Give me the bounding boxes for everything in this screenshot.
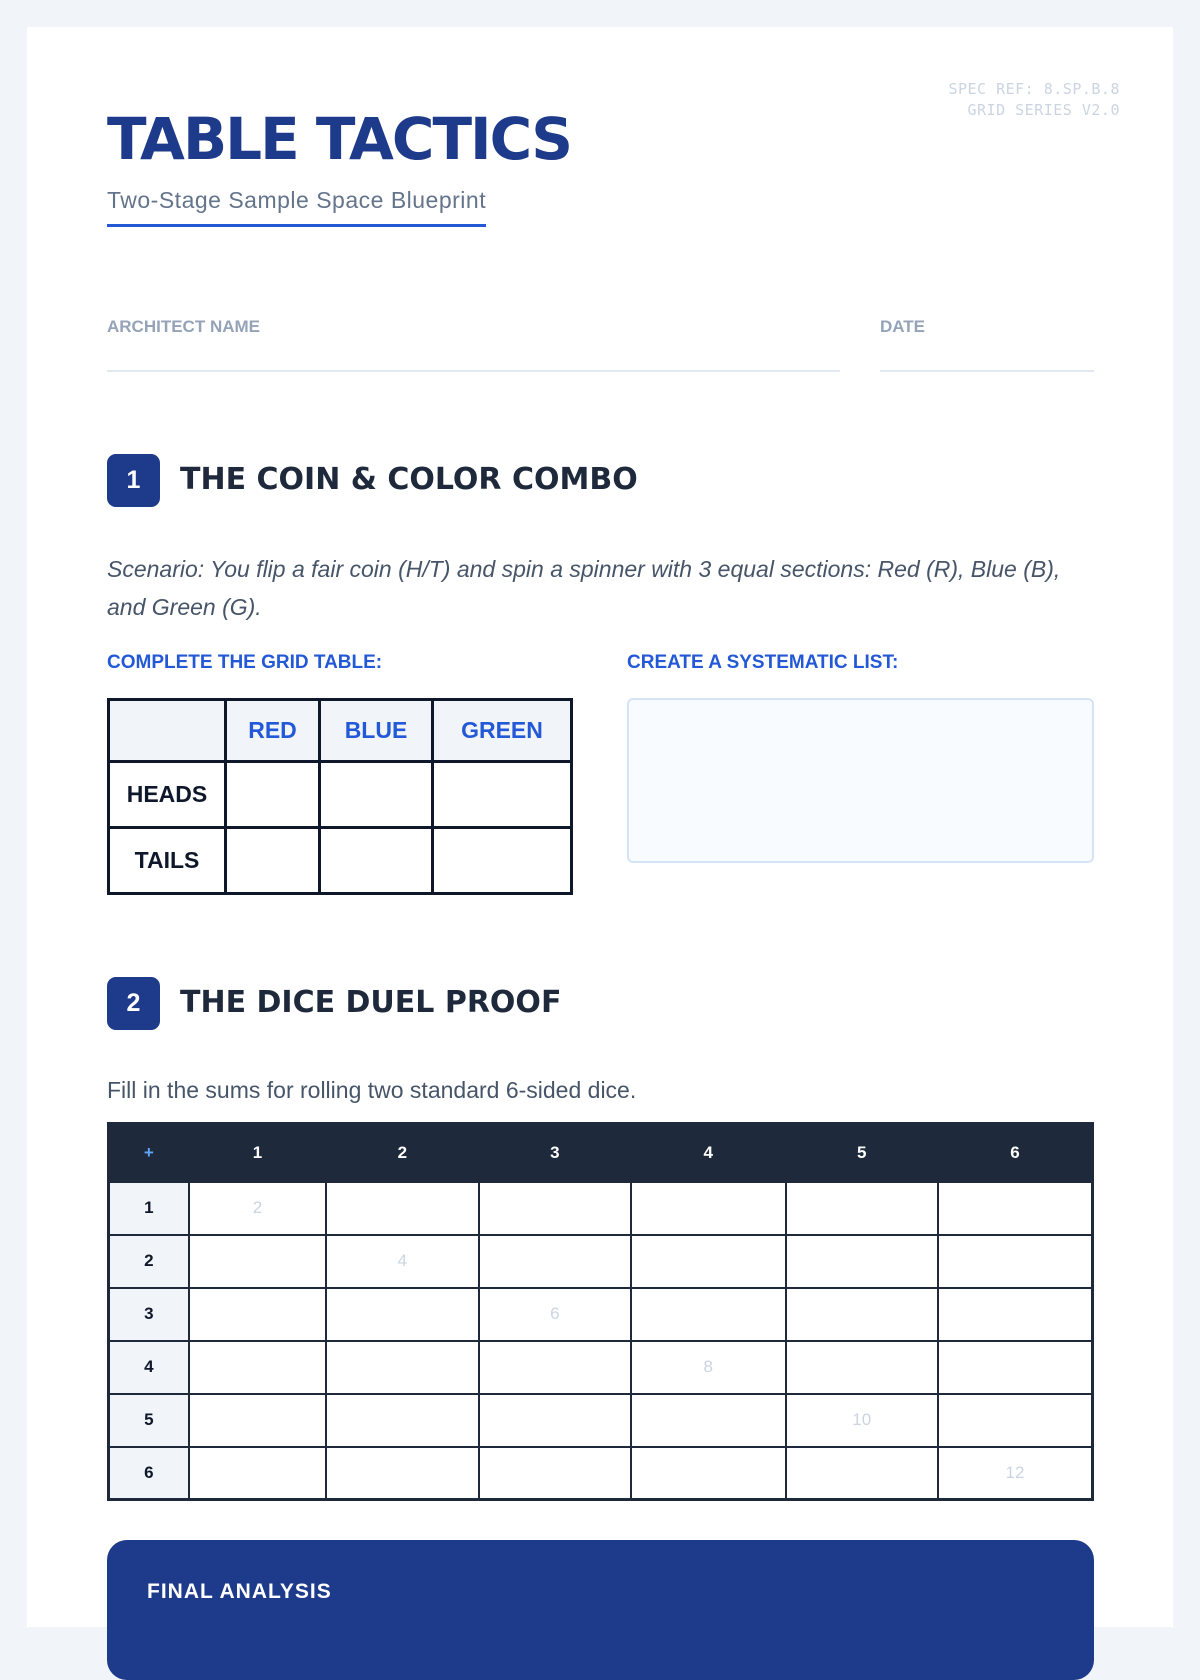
spec-reference — [948, 79, 1120, 121]
dice-sum-cell[interactable] — [479, 1394, 631, 1447]
dice-row-header: 2 — [109, 1235, 189, 1288]
grid-header-red: RED — [226, 700, 320, 762]
section-1-scenario: Scenario: You flip a fair coin (H/T) and spin a spinner with 3 equal sections: Red (R), Blue (B), and Green (G). — [107, 556, 1061, 620]
spec-ref-line: SPEC REF: 8.SP.B.8 — [948, 80, 1120, 98]
page-subtitle: Two-Stage Sample Space Blueprint — [107, 187, 486, 227]
dice-sum-cell[interactable]: 4 — [326, 1235, 478, 1288]
grid-row-heads: HEADS — [109, 762, 226, 828]
dice-column-header: 6 — [938, 1124, 1093, 1182]
dice-sum-cell[interactable] — [786, 1447, 938, 1500]
architect-name-label: ARCHITECT NAME — [107, 317, 260, 336]
architect-name-field[interactable] — [107, 370, 840, 372]
dice-sum-cell[interactable] — [189, 1394, 326, 1447]
dice-sum-cell[interactable]: 8 — [631, 1341, 785, 1394]
dice-sum-cell[interactable] — [326, 1341, 478, 1394]
grid-corner-cell — [109, 700, 226, 762]
dice-row-header: 4 — [109, 1341, 189, 1394]
worksheet — [27, 27, 1173, 1627]
dice-column-header: 4 — [631, 1124, 785, 1182]
dice-sum-cell[interactable] — [326, 1182, 478, 1235]
dice-row — [109, 1394, 1093, 1447]
dice-row-header: 5 — [109, 1394, 189, 1447]
grid-header-green: GREEN — [433, 700, 572, 762]
dice-sum-cell[interactable]: 10 — [786, 1394, 938, 1447]
dice-row-header: 3 — [109, 1288, 189, 1341]
grid-row-tails: TAILS — [109, 828, 226, 894]
dice-sum-cell[interactable] — [938, 1182, 1093, 1235]
date-field[interactable] — [880, 370, 1094, 372]
section-1-badge: 1 — [107, 454, 160, 507]
dice-sum-cell[interactable] — [326, 1288, 478, 1341]
dice-sum-cell[interactable] — [326, 1447, 478, 1500]
grid-cell[interactable] — [433, 762, 572, 828]
dice-sum-cell[interactable]: 6 — [479, 1288, 631, 1341]
dice-row — [109, 1182, 1093, 1235]
dice-sum-cell[interactable]: 12 — [938, 1447, 1093, 1500]
dice-row — [109, 1288, 1093, 1341]
dice-row — [109, 1235, 1093, 1288]
section-1-title: THE COIN & COLOR COMBO — [180, 462, 638, 497]
dice-sum-cell[interactable] — [189, 1447, 326, 1500]
dice-sum-cell[interactable]: 2 — [189, 1182, 326, 1235]
section-2-title: THE DICE DUEL PROOF — [180, 985, 562, 1020]
systematic-list-label: CREATE A SYSTEMATIC LIST: — [627, 652, 899, 673]
dice-sum-cell[interactable] — [189, 1341, 326, 1394]
dice-row-header: 6 — [109, 1447, 189, 1500]
dice-sum-cell[interactable] — [938, 1341, 1093, 1394]
dice-sum-cell[interactable] — [479, 1341, 631, 1394]
dice-row-header: 1 — [109, 1182, 189, 1235]
dice-sum-cell[interactable] — [631, 1288, 785, 1341]
section-2-description: Fill in the sums for rolling two standard 6-sided dice. — [107, 1077, 637, 1103]
dice-sum-cell[interactable] — [631, 1447, 785, 1500]
date-label: DATE — [880, 317, 926, 336]
dice-sum-cell[interactable] — [786, 1235, 938, 1288]
grid-cell[interactable] — [226, 828, 320, 894]
dice-row — [109, 1447, 1093, 1500]
dice-column-header: 3 — [479, 1124, 631, 1182]
grid-table-label: COMPLETE THE GRID TABLE: — [107, 652, 383, 673]
systematic-list-box[interactable] — [627, 698, 1094, 863]
dice-sum-cell[interactable] — [479, 1182, 631, 1235]
dice-sum-cell[interactable] — [189, 1235, 326, 1288]
dice-sum-cell[interactable] — [938, 1235, 1093, 1288]
dice-sum-cell[interactable] — [479, 1447, 631, 1500]
grid-cell[interactable] — [320, 762, 433, 828]
dice-row — [109, 1341, 1093, 1394]
dice-sum-cell[interactable] — [938, 1394, 1093, 1447]
dice-sum-cell[interactable] — [631, 1235, 785, 1288]
grid-cell[interactable] — [433, 828, 572, 894]
grid-series-line: GRID SERIES V2.0 — [967, 101, 1120, 119]
dice-sum-cell[interactable] — [479, 1235, 631, 1288]
coin-color-grid — [107, 698, 573, 895]
final-analysis-title: FINAL ANALYSIS — [147, 1580, 332, 1603]
dice-sum-cell[interactable] — [631, 1182, 785, 1235]
dice-column-header: 2 — [326, 1124, 478, 1182]
dice-sum-cell[interactable] — [786, 1182, 938, 1235]
page-title: TABLE TACTICS — [107, 105, 571, 173]
dice-column-header: 1 — [189, 1124, 326, 1182]
grid-cell[interactable] — [226, 762, 320, 828]
dice-corner-plus: + — [109, 1124, 189, 1182]
dice-sum-cell[interactable] — [938, 1288, 1093, 1341]
grid-header-blue: BLUE — [320, 700, 433, 762]
dice-sum-table — [107, 1122, 1094, 1501]
final-analysis-panel — [107, 1540, 1094, 1680]
dice-sum-cell[interactable] — [786, 1341, 938, 1394]
dice-sum-cell[interactable] — [189, 1288, 326, 1341]
section-2-badge: 2 — [107, 977, 160, 1030]
grid-cell[interactable] — [320, 828, 433, 894]
dice-sum-cell[interactable] — [631, 1394, 785, 1447]
dice-column-header: 5 — [786, 1124, 938, 1182]
dice-sum-cell[interactable] — [786, 1288, 938, 1341]
dice-sum-cell[interactable] — [326, 1394, 478, 1447]
